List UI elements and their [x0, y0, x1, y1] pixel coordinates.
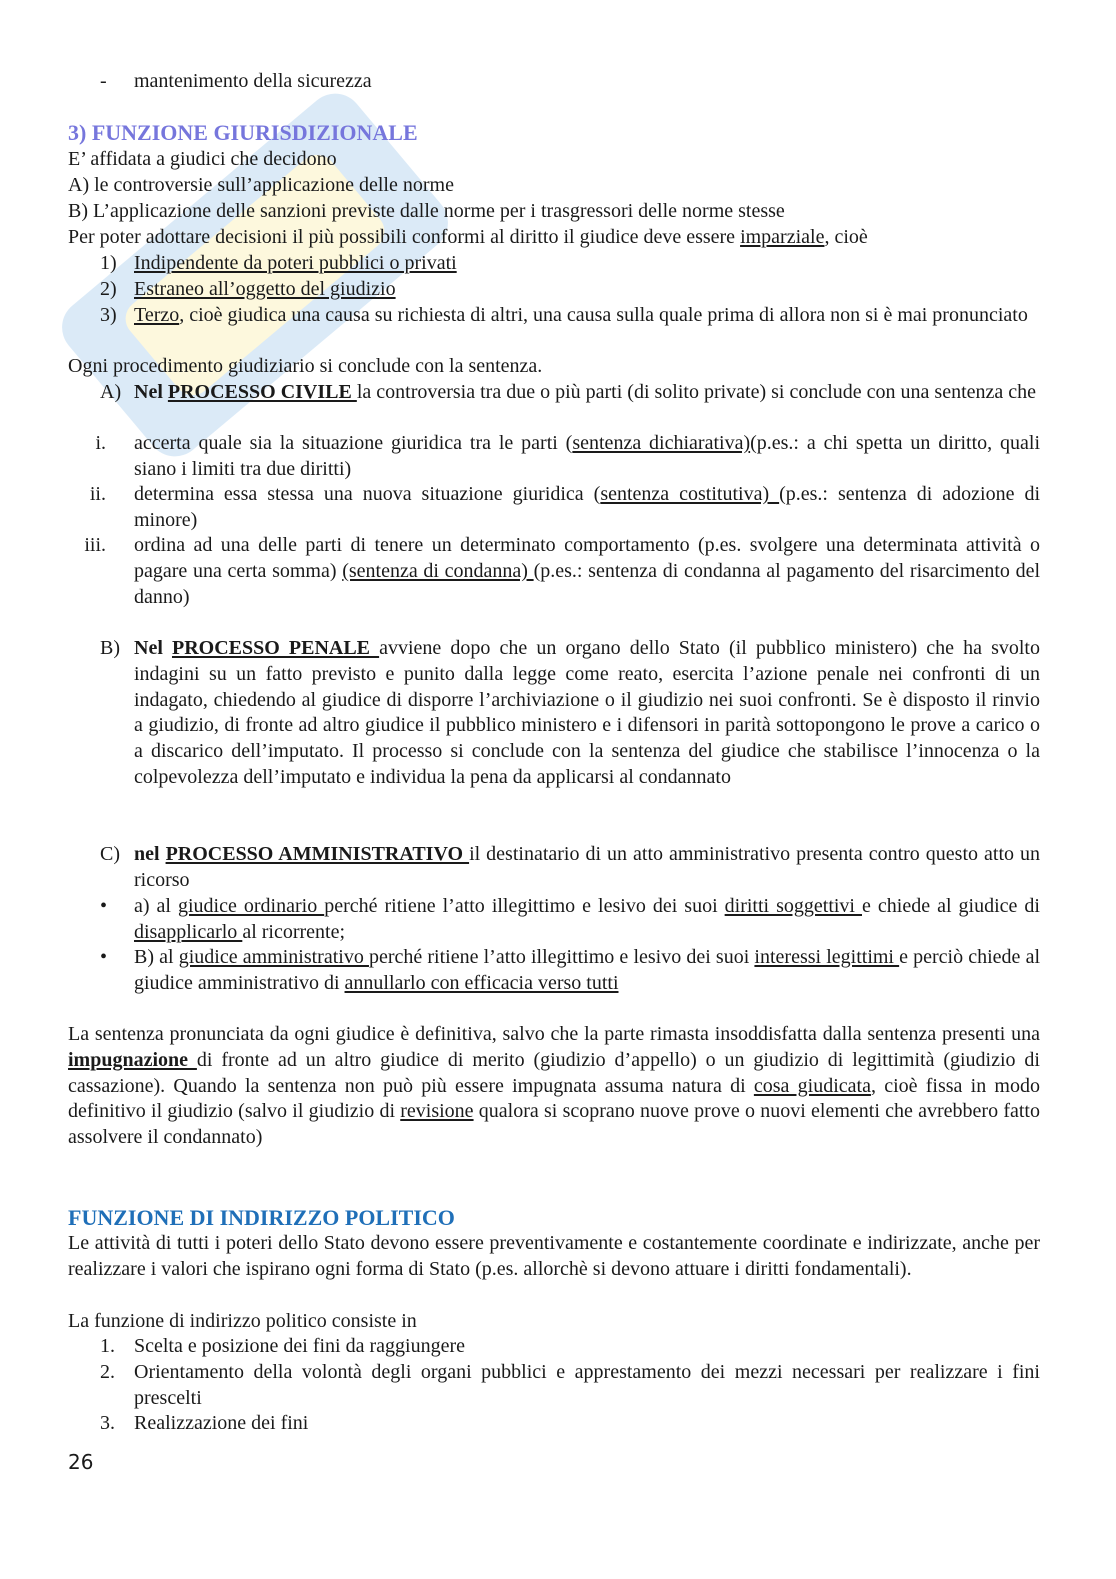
list-text	[134, 842, 1040, 894]
text-run: Le attività di tutti i poteri dello Stato devono essere preventivamente e costantemente coordinate e indirizzate, anche per realizzare i valori che ispirano ogni forma di Stato (p.es. allorchè si devono attuare i diritti fondamentali).	[68, 1232, 1040, 1280]
text-run: (p.es.: a chi spetta un diritto, quali siano i limiti tra due diritti)	[134, 432, 1040, 480]
text-run: e chiede al giudice di	[862, 895, 1040, 917]
text-run: Ogni procedimento giudiziario si conclude con la sentenza.	[68, 355, 543, 377]
list-text	[134, 303, 1040, 329]
underlined-text: interessi legittimi	[754, 946, 900, 968]
paragraph	[68, 354, 1040, 380]
text-run: e perciò chiede al giudice amministrativo di	[134, 946, 1041, 994]
list-marker: 3)	[100, 304, 117, 326]
bullet-marker: •	[100, 895, 108, 917]
list-item	[68, 945, 1040, 997]
paragraph	[68, 147, 1040, 173]
underlined-text: giudice ordinario	[178, 895, 325, 917]
list-marker: 1.	[100, 1335, 115, 1357]
text-run: B) L’applicazione delle sanzioni previste dalle norme per i trasgressori delle norme stesse	[68, 200, 785, 222]
dash-marker: -	[100, 70, 107, 92]
list-text	[134, 482, 1040, 534]
list-text	[134, 277, 1040, 303]
list-item	[68, 533, 1040, 610]
text-run: Orientamento della volontà degli organi pubblici e apprestamento dei mezzi necessari per realizzare i fini prescelti	[134, 1361, 1040, 1409]
text-run: a) al	[134, 895, 178, 917]
page-number: 26	[68, 1450, 94, 1474]
text-run: A) le controversie sull’applicazione delle norme	[68, 174, 454, 196]
text-run: al ricorrente;	[242, 920, 346, 943]
paragraph	[68, 173, 1040, 199]
text-run: (p.es.: sentenza di condanna al pagamento del risarcimento del danno)	[134, 559, 1041, 608]
list-item	[68, 1334, 1040, 1360]
list-marker: C)	[100, 843, 120, 865]
underlined-text: Terzo	[134, 304, 180, 326]
list-item	[68, 1411, 1040, 1437]
list-marker: 1)	[100, 252, 117, 274]
list-item	[68, 894, 1040, 946]
underlined-text: Indipendente da poteri pubblici o privati	[134, 252, 457, 274]
list-marker: 3.	[100, 1412, 115, 1434]
text-run: Realizzazione dei fini	[134, 1412, 309, 1434]
paragraph	[68, 1022, 1040, 1151]
list-text	[134, 533, 1040, 610]
underlined-text: cosa giudicata	[753, 1074, 871, 1097]
list-marker: A)	[100, 381, 122, 403]
underlined-text: Estraneo all’oggetto del giudizio	[134, 278, 396, 300]
list-item	[68, 251, 1040, 277]
underlined-text: PROCESSO CIVILE	[167, 381, 357, 403]
list-text	[134, 1334, 1040, 1360]
text-run: la controversia tra due o più parti (di solito private) si conclude con una sentenza che	[356, 381, 1037, 403]
underlined-text: impugnazione	[68, 1048, 197, 1071]
text-run: B) al	[134, 946, 179, 968]
list-text	[134, 945, 1040, 997]
underlined-text: giudice amministrativo	[178, 946, 369, 968]
list-text	[134, 251, 1040, 277]
text-run: , cioè	[824, 226, 868, 248]
underlined-text: revisione	[400, 1100, 474, 1123]
underlined-text: diritti soggettivi	[724, 895, 862, 917]
underlined-text: sentenza costitutiva)	[600, 483, 780, 505]
underlined-text: sentenza dichiarativa)	[572, 432, 751, 454]
text-run: perché ritiene l’atto illegittimo e lesivo dei suoi	[368, 946, 755, 968]
bullet-marker: •	[100, 946, 108, 968]
text-run: E’ affidata a giudici che decidono	[68, 148, 337, 170]
text-run: ordina ad una delle parti di tenere un determinato comportamento (p.es. svolgere una determinata attività o pagare una certa somma)	[134, 534, 1040, 582]
underlined-text: annullarlo con efficacia verso tutti	[344, 971, 619, 994]
section-heading-giurisdizionale: 3) FUNZIONE GIURISDIZIONALE	[68, 120, 418, 145]
text-run: avviene dopo che un organo dello Stato (il pubblico ministero) che ha svolto indagini su un fatto previsto e punito dalla legge come reato, esercita l’azione penale nei confronti di un indagato, chiedendo al giudice di disporre l’archiviazione o il giudizio nei suoi confronti. Se è disposto il rinvio a giudizio, di fronte ad altro giudice il pubblico ministero e i difensori in parità sottopongono le prove a carico o a discarico dell’imputato. Il processo si conclude con la sentenza del giudice che stabilisce l’innocenza o la colpevolezza dell’imputato e individua la pena da applicarsi al condannato	[134, 637, 1040, 788]
underlined-text: PROCESSO PENALE	[171, 637, 380, 659]
paragraph	[68, 199, 1040, 225]
text-run: Scelta e posizione dei fini da raggiungere	[134, 1335, 465, 1357]
text-run: il destinatario di un atto amministrativo presenta contro questo atto un ricorso	[134, 843, 1041, 891]
text-run: accerta quale sia la situazione giuridica tra le parti (	[134, 432, 573, 454]
text-run: , cioè giudica una causa su richiesta di altri, una causa sulla quale prima di allora non si è mai pronunciato	[179, 304, 1028, 326]
bold-text: nel	[134, 843, 166, 865]
text-run: Per poter adottare decisioni il più possibili conformi al diritto il giudice deve essere	[68, 226, 741, 248]
list-item	[68, 431, 1040, 483]
list-item	[68, 277, 1040, 303]
list-item	[68, 842, 1040, 894]
list-marker: B)	[100, 637, 120, 659]
text-run: , cioè fissa in modo definitivo il giudizio (salvo il giudizio di	[68, 1074, 1040, 1123]
list-marker: iii.	[84, 534, 106, 556]
underlined-text: PROCESSO AMMINISTRATIVO	[165, 843, 470, 865]
underlined-text: disapplicarlo	[134, 920, 243, 943]
list-item	[68, 69, 1040, 95]
list-text	[134, 69, 1040, 95]
list-text	[134, 636, 1040, 791]
text-run: mantenimento della sicurezza	[134, 70, 372, 92]
list-text	[134, 1360, 1040, 1412]
list-item	[68, 636, 1040, 791]
text-run: determina essa stessa una nuova situazione giuridica (	[134, 483, 601, 505]
text-run: qualora si scoprano nuove prove o nuovi elementi che avrebbero fatto assolvere il condannato)	[68, 1100, 1040, 1149]
bold-text: Nel	[134, 637, 172, 659]
text-run: La funzione di indirizzo politico consiste in	[68, 1310, 417, 1332]
list-marker: i.	[95, 432, 106, 454]
list-text	[134, 894, 1040, 946]
list-text	[134, 380, 1040, 406]
list-marker: ii.	[89, 483, 106, 505]
underlined-text: (sentenza di condanna)	[342, 559, 534, 582]
list-item	[68, 380, 1040, 406]
text-run: di fronte ad un altro giudice di merito (giudizio d’appello) o un giudizio di legittimità (giudizio di cassazione). Quando la sentenza non può più essere impugnata assuma natura di	[68, 1048, 1040, 1097]
list-item	[68, 303, 1040, 329]
section-heading-indirizzo-politico: FUNZIONE DI INDIRIZZO POLITICO	[68, 1205, 455, 1230]
list-marker: 2.	[100, 1361, 115, 1383]
paragraph	[68, 225, 1040, 251]
paragraph	[68, 1309, 1040, 1335]
text-run: perché ritiene l’atto illegittimo e lesivo dei suoi	[324, 895, 725, 917]
paragraph	[68, 1231, 1040, 1283]
list-item	[68, 1360, 1040, 1412]
list-marker: 2)	[100, 278, 117, 300]
text-run: La sentenza pronunciata da ogni giudice è definitiva, salvo che la parte rimasta insoddisfatta dalla sentenza presenti una	[68, 1023, 1040, 1045]
bold-text: Nel	[134, 381, 168, 403]
list-text	[134, 1411, 1040, 1437]
text-run: (p.es.: sentenza di adozione di minore)	[134, 483, 1041, 531]
list-text	[134, 431, 1040, 483]
underlined-text: imparziale	[740, 226, 825, 248]
list-item	[68, 482, 1040, 534]
